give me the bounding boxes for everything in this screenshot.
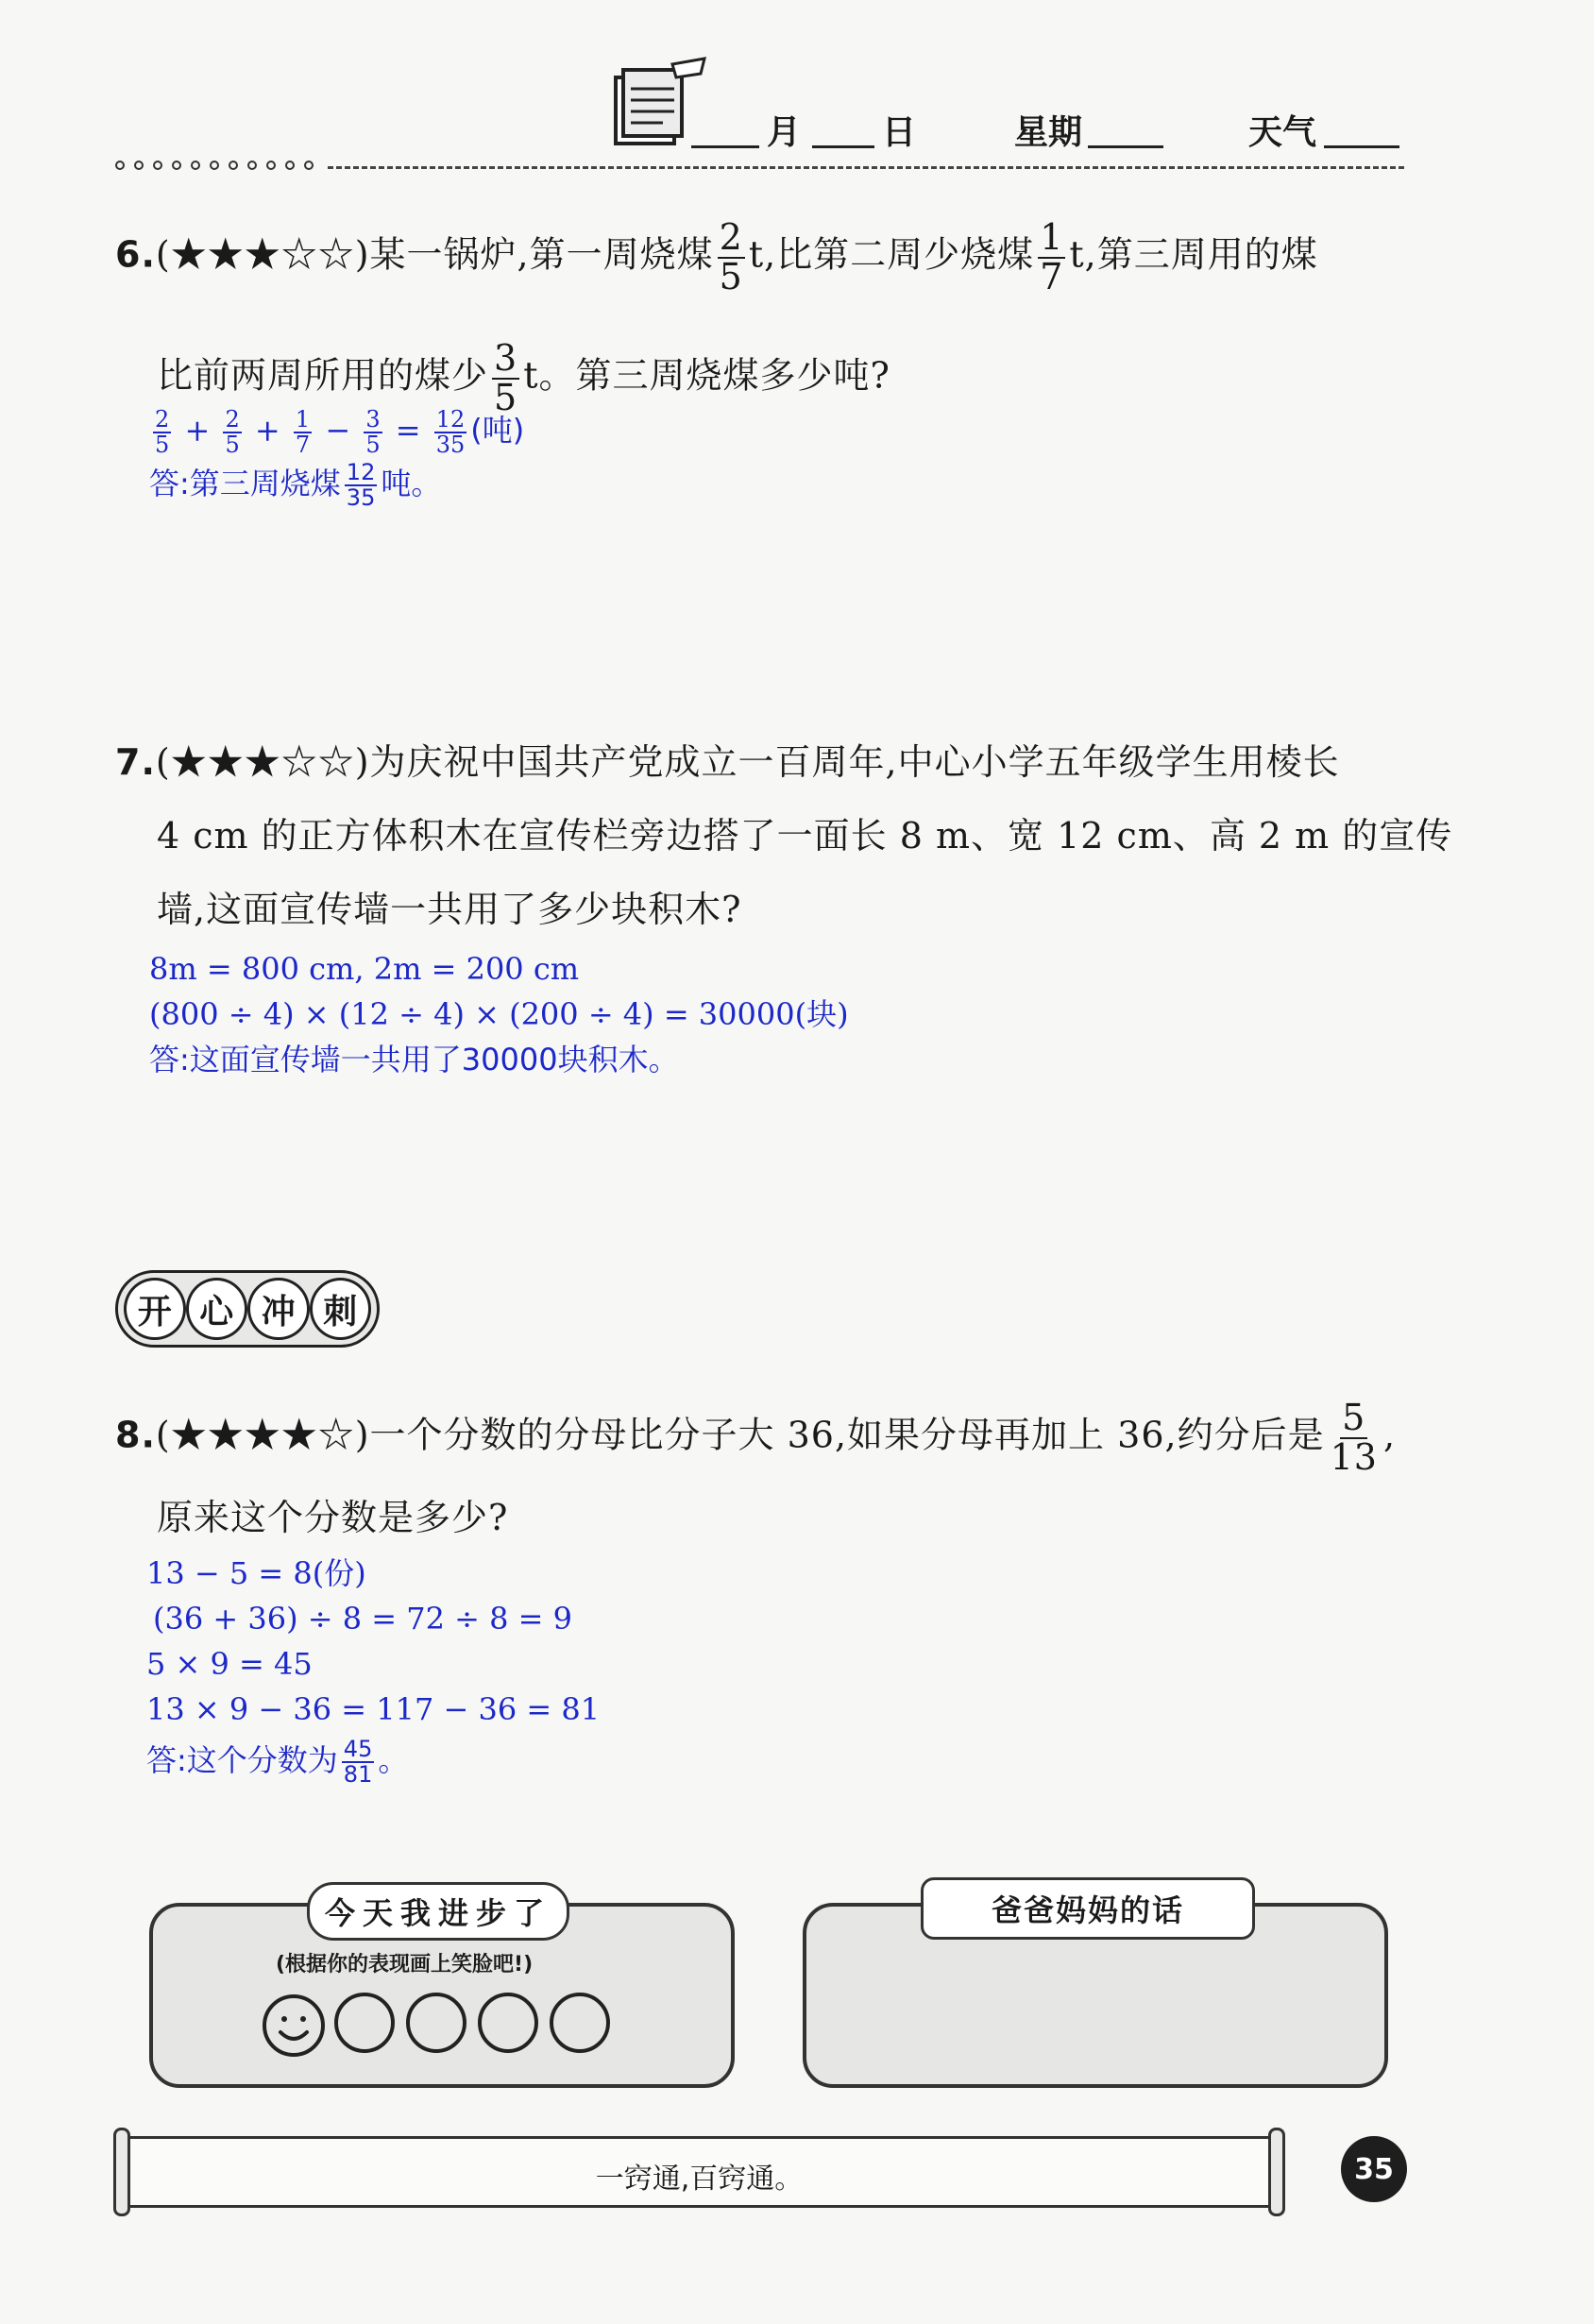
page-number: 35 xyxy=(1341,2136,1407,2202)
answer-8-final: 答:这个分数为 $\frac{45}{81}$ 。 xyxy=(146,1736,409,1789)
progress-box-title: 今天我进步了 xyxy=(307,1882,569,1941)
answer-8-line: 5 × 9 = 45 xyxy=(146,1646,313,1682)
answer-8-line: 13 − 5 = 8(份) xyxy=(146,1555,366,1591)
parents-notes-title: 爸爸妈妈的话 xyxy=(921,1877,1255,1940)
empty-face-circle[interactable] xyxy=(334,1993,395,2053)
header-divider xyxy=(115,159,1404,178)
question-8-line2: 原来这个分数是多少? xyxy=(157,1497,509,1538)
weather-label: 天气 xyxy=(1248,113,1317,152)
answer-7-line: (800 ÷ 4) × (12 ÷ 4) × (200 ÷ 4) = 30000(块) xyxy=(149,996,849,1032)
section-title-badge: 开 心 冲 刺 xyxy=(115,1270,380,1348)
fraction: $\frac{2}{5}$ xyxy=(719,216,743,297)
question-number: 7. xyxy=(115,741,156,783)
answer-8-line: 13 × 9 − 36 = 117 − 36 = 81 xyxy=(146,1691,601,1727)
difficulty-stars: (★★★★☆) xyxy=(155,1414,370,1456)
question-7-line1: 7.(★★★☆☆)为庆祝中国共产党成立一百周年,中心小学五年级学生用棱长 xyxy=(115,741,1340,783)
weekday-label: 星期 xyxy=(1014,113,1083,152)
smiley-face-icon xyxy=(261,1993,327,2059)
question-8-line1: 8.(★★★★☆)一个分数的分母比分子大 36,如果分母再加上 36,约分后是 $\frac{5}{13}$ , xyxy=(115,1397,1397,1478)
answer-7-line: 答:这面宣传墙一共用了30000块积木。 xyxy=(149,1042,679,1077)
question-6-line1: 6.(★★★☆☆)某一锅炉,第一周烧煤 $\frac{2}{5}$ t,比第二周少烧煤 $\frac{1}{7}$ t,第三周用的煤 xyxy=(115,216,1318,297)
question-7-line3: 墙,这面宣传墙一共用了多少块积木? xyxy=(157,889,742,930)
question-number: 8. xyxy=(115,1414,156,1456)
empty-face-circle[interactable] xyxy=(478,1993,538,2053)
day-label: 日 xyxy=(882,113,917,152)
difficulty-stars: (★★★☆☆) xyxy=(155,741,370,783)
empty-face-circle[interactable] xyxy=(550,1993,610,2053)
motto-text: 一窍通,百窍通。 xyxy=(595,2163,804,2196)
question-7-line2: 4 cm 的正方体积木在宣传栏旁边搭了一面长 8 m、宽 12 cm、高 2 m 的宣传 xyxy=(157,815,1453,857)
question-6-line2: 比前两周所用的煤少 $\frac{3}{5}$ t。第三周烧煤多少吨? xyxy=(157,337,890,418)
question-number: 6. xyxy=(115,233,156,276)
answer-8-line: (36 + 36) ÷ 8 = 72 ÷ 8 = 9 xyxy=(153,1601,572,1637)
difficulty-stars: (★★★☆☆) xyxy=(155,233,370,276)
fraction: $\frac{3}{5}$ xyxy=(494,337,518,418)
answer-7-line: 8m = 800 cm, 2m = 200 cm xyxy=(149,951,580,987)
fraction: $\frac{1}{7}$ xyxy=(1040,216,1064,297)
notebook-icon xyxy=(606,57,710,151)
progress-box-hint: (根据你的表现画上笑脸吧!) xyxy=(276,1953,534,1976)
answer-6-final: 答:第三周烧煤 $\frac{12}{35}$ 吨。 xyxy=(149,459,442,512)
fraction: $\frac{5}{13}$ xyxy=(1330,1397,1378,1478)
page-header xyxy=(115,57,1404,170)
answer-6-equation: $\frac{2}{5}$ + $\frac{2}{5}$ + $\frac{1}{7}$ − $\frac{3}{5}$ = $\frac{12}{35}$ (吨) xyxy=(155,406,525,459)
month-label: 月 xyxy=(767,113,802,152)
empty-face-circle[interactable] xyxy=(406,1993,466,2053)
